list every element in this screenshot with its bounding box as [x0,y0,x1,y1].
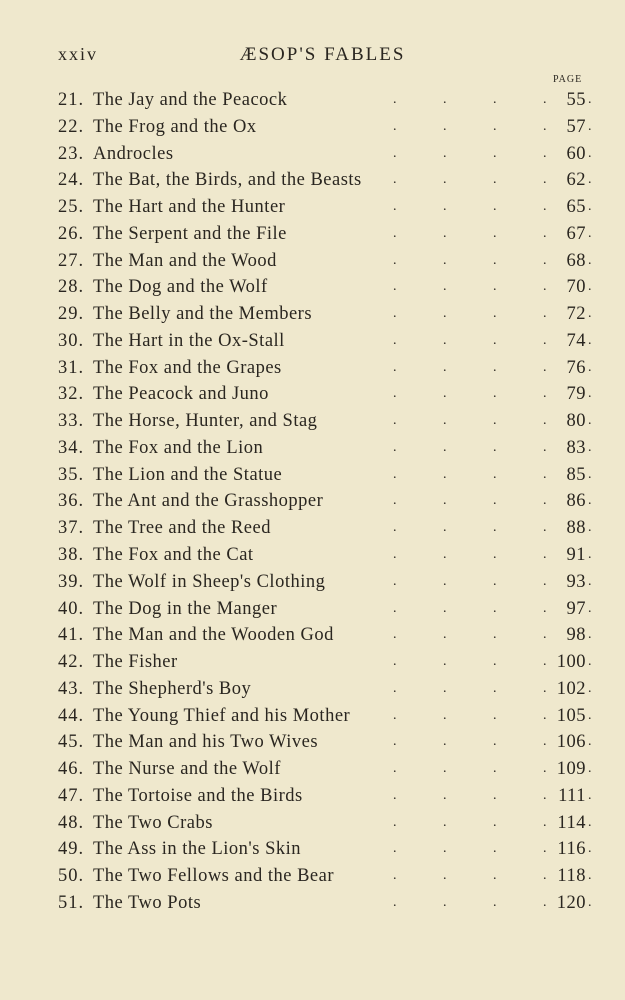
toc-entry-page: 67 [566,223,586,244]
toc-entry-number: 32. [58,384,85,405]
toc-entry-number: 29. [58,304,85,325]
toc-entry-page: 72 [566,304,586,325]
toc-entry-number: 25. [58,197,85,218]
toc-entry-title: The Young Thief and his Mother [93,705,351,726]
toc-entry-number: 43. [58,678,85,699]
toc-entry-number: 41. [58,625,85,646]
toc-entry-number: 31. [58,357,85,378]
toc-entry-page: 93 [566,571,586,592]
toc-entry-title: The Two Crabs [93,812,213,833]
toc-entry-page: 106 [556,732,586,753]
toc-entry: 32. The Peacock and Juno . . . . . 79 [58,381,598,408]
toc-entry-page: 88 [566,518,586,539]
toc-entry-number: 23. [58,143,85,164]
toc-entry-number: 51. [58,892,85,913]
toc-entry-title: The Peacock and Juno [93,384,269,405]
toc-entry-title: The Tortoise and the Birds [93,785,303,806]
toc-entry-title: The Nurse and the Wolf [93,759,281,780]
toc-entry-page: 105 [556,705,586,726]
toc-entry-number: 49. [58,839,85,860]
toc-entry-number: 48. [58,812,85,833]
toc-entry: 23. Androcles . . . . . 60 [58,141,598,168]
toc-entry-page: 55 [566,90,586,110]
toc-entry-number: 44. [58,705,85,726]
toc-entry: 29. The Belly and the Members . . . . . 72 [58,301,598,328]
toc-entry-title: The Horse, Hunter, and Stag [93,411,318,432]
page-column-label: PAGE [553,74,583,85]
toc-entry: 38. The Fox and the Cat . . . . . 91 [58,542,598,569]
toc-entry: 47. The Tortoise and the Birds . . . . . 111 [58,783,598,810]
toc-entry-number: 21. [58,90,85,110]
toc-entry-title: The Jay and the Peacock [93,90,288,110]
toc-entry-title: The Hart and the Hunter [93,197,286,218]
toc-entry-number: 24. [58,170,85,191]
toc-entry-number: 33. [58,411,85,432]
toc-entry-page: 111 [558,785,586,806]
toc-entry-title: The Hart in the Ox-Stall [93,330,285,351]
toc-entry: 31. The Fox and the Grapes . . . . . 76 [58,355,598,382]
toc-entry-page: 65 [566,197,586,218]
toc-entry: 42. The Fisher . . . . . 100 [58,649,598,676]
toc-entry-page: 98 [566,625,586,646]
toc-entry-number: 46. [58,759,85,780]
table-of-contents [58,87,598,917]
toc-entry-title: The Dog and the Wolf [93,277,268,298]
toc-entry-number: 37. [58,518,85,539]
toc-entry-number: 34. [58,437,85,458]
toc-entry-number: 22. [58,116,85,137]
toc-entry: 49. The Ass in the Lion's Skin . . . . . 116 [58,836,598,863]
toc-entry: 33. The Horse, Hunter, and Stag . . . . . 80 [58,408,598,435]
toc-entry: 34. The Fox and the Lion . . . . . 83 [58,435,598,462]
toc-entry: 43. The Shepherd's Boy . . . . . 102 [58,676,598,703]
toc-entry-page: 118 [557,866,586,887]
toc-entry-page: 100 [556,652,586,673]
toc-entry-number: 39. [58,571,85,592]
toc-entry-number: 45. [58,732,85,753]
toc-entry-title: The Man and his Two Wives [93,732,319,753]
toc-entry: 35. The Lion and the Statue . . . . . 85 [58,462,598,489]
toc-entry-number: 26. [58,223,85,244]
toc-entry-page: 57 [566,116,586,137]
toc-entry: 27. The Man and the Wood . . . . . 68 [58,248,598,275]
running-title: ÆSOP'S FABLES [239,44,406,65]
toc-entry-page: 74 [566,330,586,351]
toc-entry-title: Androcles [93,143,174,164]
toc-entry-page: 60 [566,143,586,164]
toc-entry: 22. The Frog and the Ox . . . . . 57 [58,114,598,141]
toc-entry-title: The Man and the Wooden God [93,625,334,646]
toc-entry-page: 109 [556,759,586,780]
toc-entry-title: The Lion and the Statue [93,464,283,485]
toc-entry-title: The Dog in the Manger [93,598,278,619]
toc-entry-number: 47. [58,785,85,806]
toc-entry-number: 30. [58,330,85,351]
toc-entry: 25. The Hart and the Hunter . . . . . 65 [58,194,598,221]
toc-entry-page: 102 [556,678,586,699]
toc-entry-page: 70 [566,277,586,298]
toc-entry-page: 116 [557,839,586,860]
toc-entry: 24. The Bat, the Birds, and the Beasts . . . . . 62 [58,167,598,194]
toc-entry-number: 28. [58,277,85,298]
toc-entry: 26. The Serpent and the File . . . . . 67 [58,221,598,248]
toc-entry: 36. The Ant and the Grasshopper . . . . . 86 [58,488,598,515]
toc-entry: 45. The Man and his Two Wives . . . . . 106 [58,729,598,756]
toc-entry: 44. The Young Thief and his Mother . . . . . 105 [58,703,598,730]
toc-entry: 30. The Hart in the Ox-Stall . . . . . 74 [58,328,598,355]
toc-entry-title: The Fox and the Lion [93,437,264,458]
toc-entry-number: 50. [58,866,85,887]
toc-entry-title: The Belly and the Members [93,304,313,325]
toc-entry-title: The Two Pots [93,892,202,913]
toc-entry: 46. The Nurse and the Wolf . . . . . 109 [58,756,598,783]
toc-entry-title: The Shepherd's Boy [93,678,252,699]
toc-entry-number: 35. [58,464,85,485]
page-number: xxiv [58,44,99,64]
toc-entry-page: 80 [566,411,586,432]
toc-entry-page: 97 [566,598,586,619]
toc-entry-title: The Bat, the Birds, and the Beasts [93,170,362,191]
toc-entry-page: 76 [566,357,586,378]
toc-entry-number: 42. [58,652,85,673]
toc-entry-number: 38. [58,545,85,566]
toc-entry-page: 83 [566,437,586,458]
toc-entry: 28. The Dog and the Wolf . . . . . 70 [58,274,598,301]
toc-entry-page: 86 [566,491,586,512]
toc-entry-page: 62 [566,170,586,191]
toc-entry-title: The Ant and the Grasshopper [93,491,324,512]
toc-entry: 37. The Tree and the Reed . . . . . 88 [58,515,598,542]
toc-entry: 48. The Two Crabs . . . . . 114 [58,810,598,837]
toc-entry-title: The Fisher [93,652,178,673]
toc-entry: 40. The Dog in the Manger . . . . . 97 [58,596,598,623]
toc-entry-page: 68 [566,250,586,271]
toc-entry: 50. The Two Fellows and the Bear . . . . . 118 [58,863,598,890]
toc-entry-number: 40. [58,598,85,619]
toc-entry-number: 36. [58,491,85,512]
toc-entry-title: The Wolf in Sheep's Clothing [93,571,326,592]
toc-entry-title: The Frog and the Ox [93,116,257,137]
toc-entry: 51. The Two Pots . . . . . 120 [58,890,598,917]
toc-entry-page: 79 [566,384,586,405]
toc-entry-title: The Fox and the Cat [93,545,254,566]
toc-entry-page: 114 [557,812,586,833]
toc-entry-number: 27. [58,250,85,271]
toc-entry-title: The Tree and the Reed [93,518,271,539]
toc-entry: 41. The Man and the Wooden God . . . . . 98 [58,622,598,649]
toc-entry-page: 91 [566,545,586,566]
toc-entry-title: The Serpent and the File [93,223,287,244]
toc-entry-title: The Man and the Wood [93,250,277,271]
toc-entry-title: The Two Fellows and the Bear [93,866,334,887]
toc-entry-title: The Ass in the Lion's Skin [93,839,302,860]
toc-entry-page: 85 [566,464,586,485]
toc-entry-page: 120 [556,892,586,913]
toc-entry: 39. The Wolf in Sheep's Clothing . . . . . 93 [58,569,598,596]
toc-entry: 21. The Jay and the Peacock . . . . . 55 [58,87,598,114]
toc-entry-title: The Fox and the Grapes [93,357,282,378]
